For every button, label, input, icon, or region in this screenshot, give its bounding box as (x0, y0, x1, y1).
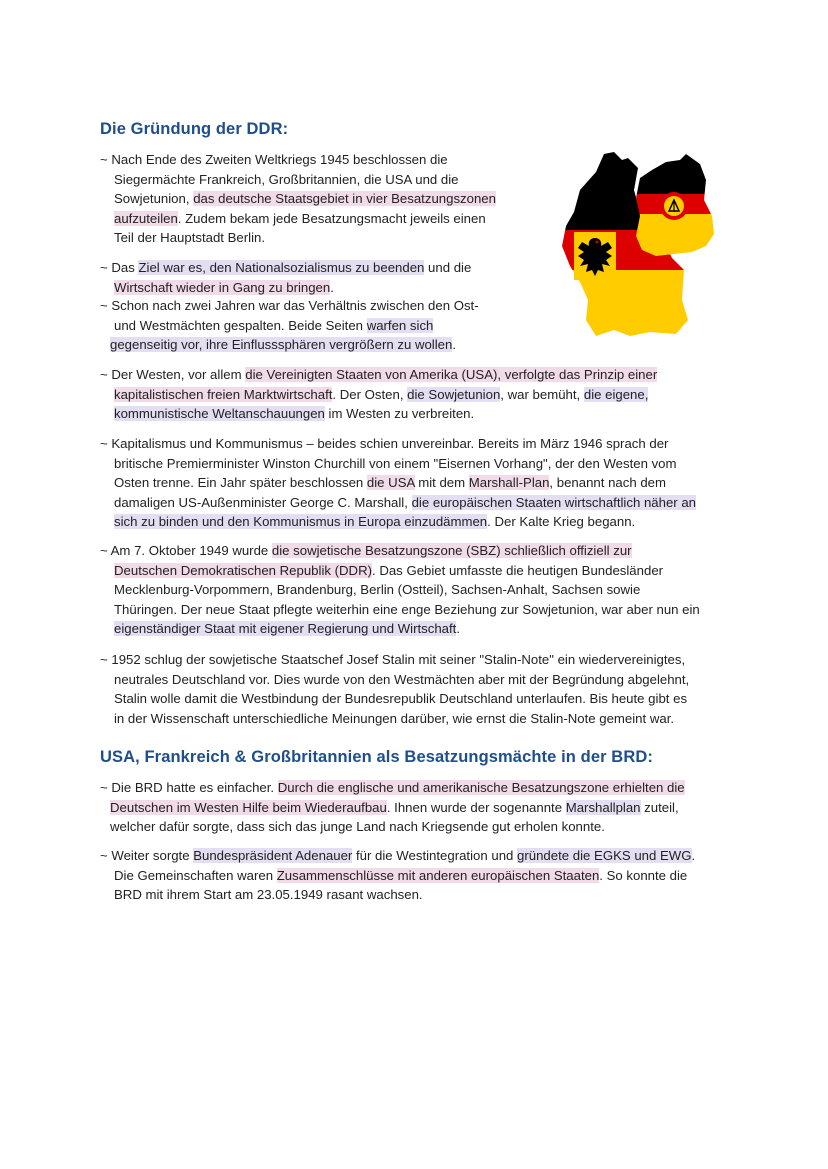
text-span: , war bemüht, (500, 386, 584, 402)
text-span: ~ Der Westen, vor allem (100, 367, 246, 382)
highlight-span: Zusammenschlüsse mit anderen europäischen Staaten (276, 867, 600, 883)
text-span: . Der Kalte Krieg begann. (487, 514, 636, 530)
text-span: und Westmächten gespalten. Beide Seiten (114, 317, 367, 333)
text-span: für die Westintegration und (352, 848, 518, 863)
text-span: ~ Die BRD hatte es einfacher. (100, 780, 278, 795)
text-span: . (452, 337, 456, 353)
text-span: . Ihnen wurde der sogenannte (386, 799, 566, 815)
text-span: . (691, 848, 696, 863)
highlight-span: gegenseitig vor, ihre Einflusssphären vergrößern zu wollen (110, 337, 453, 353)
highlight-span: Deutschen im Westen Hilfe beim Wiederaufbau (110, 799, 387, 815)
text-line: Stalin wolle damit die Westbindung der Bundesrepublik Deutschland unterlaufen. Bis heute gibt es (114, 691, 688, 707)
paragraph-adenauer (100, 846, 695, 905)
text-line: britische Premierminister Winston Churchill von einem "Eisernen Vorhang", der den Westen vom (114, 455, 677, 471)
highlight-span: Marshallplan (565, 799, 641, 815)
paragraph-stalin-note (100, 650, 689, 728)
text-line: neutrales Deutschland vor. Dies wurde von den Westmächten aber mit der Begründung abgelehnt, (114, 671, 690, 687)
highlight-span: Durch die englische und amerikanische Besatzungszone erhielten die (277, 780, 685, 795)
text-span: ~ Am 7. Oktober 1949 wurde (100, 543, 272, 558)
text-span: mit dem (414, 475, 469, 491)
text-span: . (456, 621, 461, 637)
highlight-span: warfen sich (366, 317, 434, 333)
text-span: damaligen US-Außenminister George C. Marshall, (114, 494, 412, 510)
section-heading-brd: USA, Frankreich & Großbritannien als Besatzungsmächte in der BRD: (100, 748, 653, 766)
text-line: in der Wissenschaft unterschiedliche Meinungen darüber, wie ernst die Stalin-Note gemeint war. (114, 710, 675, 726)
highlight-span: die sowjetische Besatzungszone (SBZ) schließlich offiziell zur (271, 543, 632, 558)
highlight-span: aufzuteilen (114, 210, 178, 226)
text-span: und die (424, 260, 472, 275)
paragraph-cold-war (100, 434, 696, 532)
highlight-span: die USA (366, 475, 415, 491)
highlight-span: kapitalistischen freien Marktwirtschaft (114, 386, 333, 402)
text-line: welcher dafür sorgte, dass sich das junge Land nach Kriegsende gut erholen konnte. (110, 819, 605, 835)
text-span: . Der Osten, (332, 386, 408, 402)
paragraph-split (100, 296, 479, 355)
highlight-span: die europäischen Staaten wirtschaftlich näher an (411, 494, 697, 510)
text-line: BRD mit ihrem Start am 23.05.1949 rasant wachsen. (114, 887, 423, 903)
highlight-span: die eigene, (583, 386, 649, 402)
highlight-span: die Vereinigten Staaten von Amerika (USA), verfolgte das Prinzip einer (245, 367, 658, 382)
text-span: ~ Weiter sorgte (100, 848, 194, 863)
text-span: Sowjetunion, (114, 191, 194, 207)
highlight-span: gründete die EGKS und EWG (517, 848, 692, 863)
paragraph-brd-aid (100, 778, 685, 837)
text-line: ~ Schon nach zwei Jahren war das Verhältnis zwischen den Ost- (100, 298, 479, 313)
text-line: Thüringen. Der neue Staat pflegte weiterhin eine enge Beziehung zur Sowjetunion, war aber nun ein (114, 601, 700, 617)
section-heading-ddr: Die Gründung der DDR: (100, 120, 289, 138)
highlight-span: Marshall-Plan (468, 475, 550, 491)
text-span: . (330, 279, 334, 295)
text-line: ~ 1952 schlug der sowjetische Staatschef Josef Stalin mit seiner "Stalin-Note" ein wiedervereinigtes, (100, 652, 686, 667)
paragraph-goal (100, 258, 471, 297)
text-line: Teil der Hauptstadt Berlin. (114, 230, 265, 246)
highlight-span: Deutschen Demokratischen Republik (DDR) (114, 562, 372, 578)
highlight-span: das deutsche Staatsgebiet in vier Besatzungszonen (193, 191, 496, 207)
text-span: . So konnte die (599, 867, 688, 883)
highlight-span: kommunistische Weltanschauungen (114, 406, 325, 422)
highlight-span: Wirtschaft wieder in Gang zu bringen (114, 279, 331, 295)
highlight-span: Bundespräsident Adenauer (193, 848, 353, 863)
text-span: zuteil, (640, 799, 679, 815)
text-span: . Das Gebiet umfasste die heutigen Bundesländer (372, 562, 664, 578)
paragraph-allies (100, 150, 496, 248)
text-span: , benannt nach dem (549, 475, 666, 491)
highlight-span: die Sowjetunion (407, 386, 501, 402)
text-span: im Westen zu verbreiten. (324, 406, 475, 422)
text-span: Die Gemeinschaften waren (114, 867, 277, 883)
text-line: Mecklenburg-Vorpommern, Brandenburg, Berlin (Ostteil), Sachsen-Anhalt, Sachsen sowie (114, 582, 641, 598)
highlight-span: eigenständiger Staat mit eigener Regierung und Wirtschaft (114, 621, 457, 637)
paragraph-west-east (100, 365, 657, 424)
text-span: ~ Das (100, 260, 139, 275)
highlight-span: sich zu binden und den Kommunismus in Europa einzudämmen (114, 514, 488, 530)
highlight-span: Ziel war es, den Nationalsozialismus zu beenden (138, 260, 425, 275)
text-line: Siegermächte Frankreich, Großbritannien, die USA und die (114, 171, 459, 187)
text-line: ~ Nach Ende des Zweiten Weltkriegs 1945 beschlossen die (100, 152, 448, 167)
paragraph-ddr-founding (100, 541, 700, 639)
germany-divided-map-icon (556, 150, 716, 340)
text-line: ~ Kapitalismus und Kommunismus – beides schien unvereinbar. Bereits im März 1946 sprach der (100, 436, 669, 451)
text-span: Osten trenne. Ein Jahr später beschlossen (114, 475, 367, 491)
text-span: . Zudem bekam jede Besatzungsmacht jeweils einen (177, 210, 486, 226)
